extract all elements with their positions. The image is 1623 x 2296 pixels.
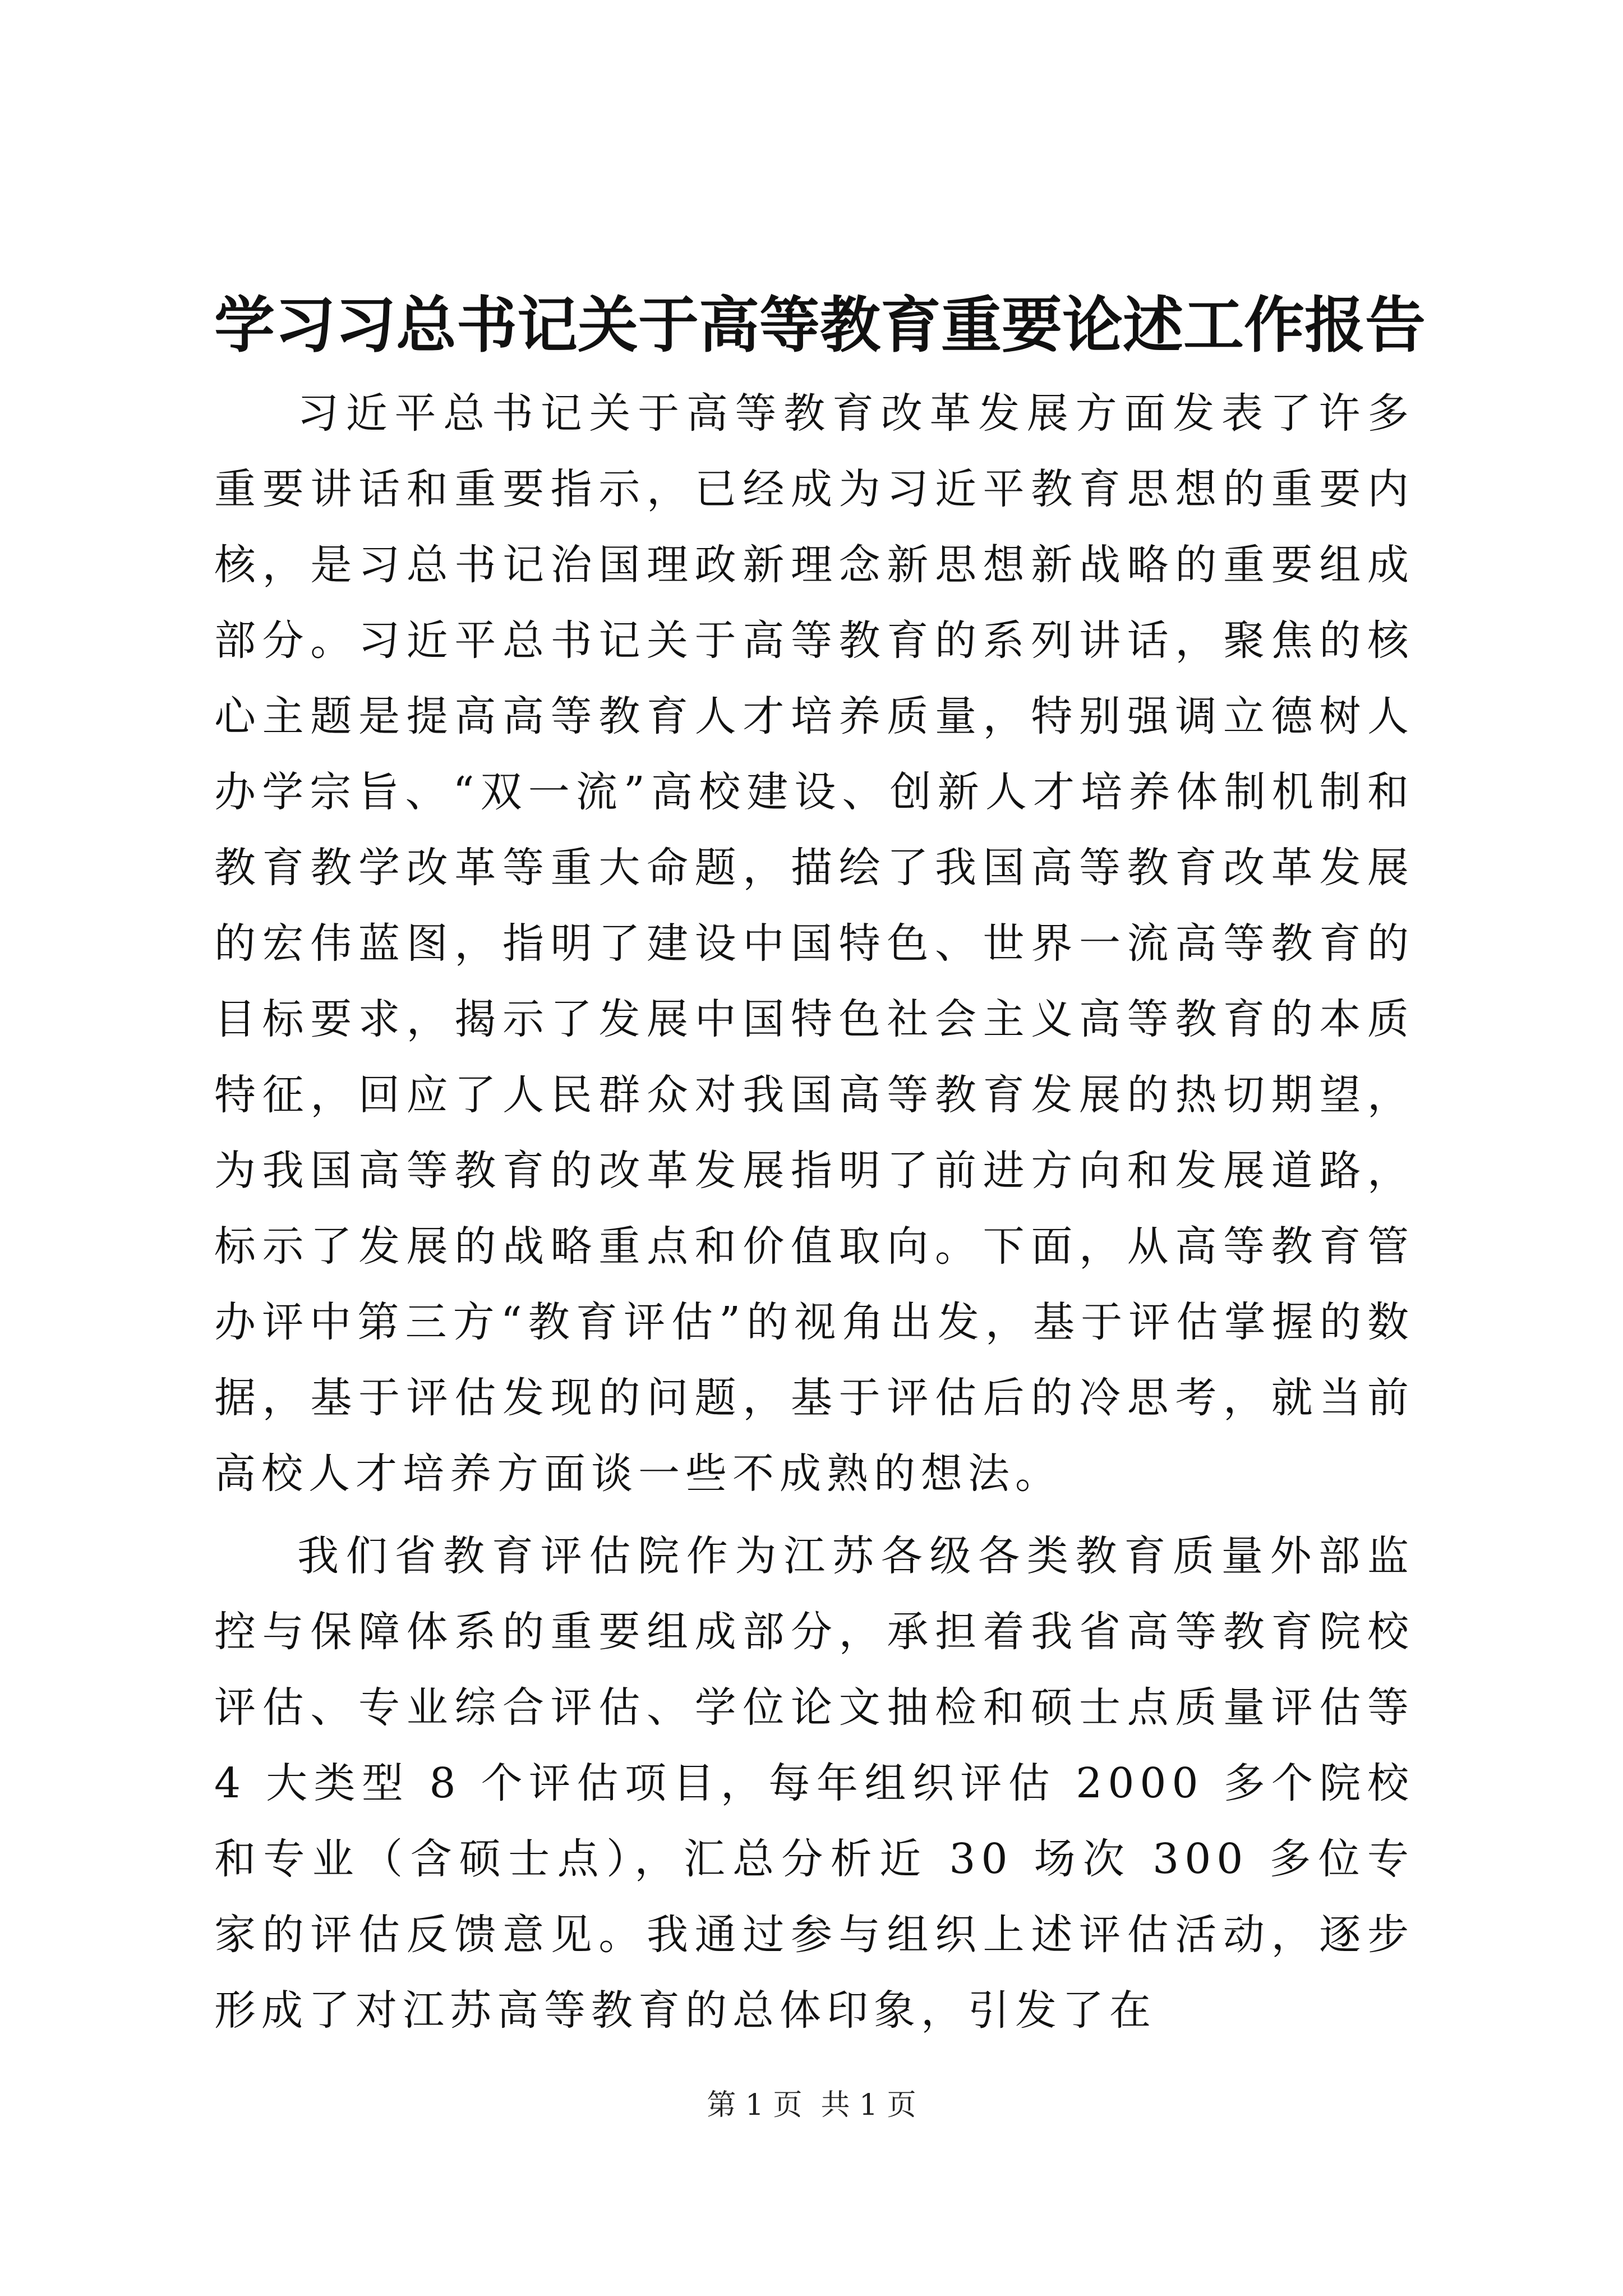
- body-paragraph-2: 我们省教育评估院作为江苏各级各类教育质量外部监控与保障体系的重要组成部分，承担着我省高等教育院校评估、专业综合评估、学位论文抽检和硕士点质量评估等 4 大类型 8 个评估项目，每年组织评估 2000 多个院校和专业（含硕士点），汇总分析近 30 场次 300 多位专家的评估反馈意见。我通过参与组织上述评估活动，逐步形成了对江苏高等教育的总体印象，引发了在: [214, 1532, 1414, 2035]
- body-paragraph-1: 习近平总书记关于高等教育改革发展方面发表了许多重要讲话和重要指示，已经成为习近平教育思想的重要内核，是习总书记治国理政新理念新思想新战略的重要组成部分。习近平总书记关于高等教育的系列讲话，聚焦的核心主题是提高高等教育人才培养质量，特别强调立德树人办学宗旨、“双一流”高校建设、创新人才培养体制机制和教育教学改革等重大命题，描绘了我国高等教育改革发展的宏伟蓝图，指明了建设中国特色、世界一流高等教育的目标要求，揭示了发展中国特色社会主义高等教育的本质特征，回应了人民群众对我国高等教育发展的热切期望，为我国高等教育的改革发展指明了前进方向和发展道路，标示了发展的战略重点和价值取向。下面，从高等教育管办评中第三方“教育评估”的视角出发，基于评估掌握的数据，基于评估发现的问题，基于评估后的冷思考，就当前高校人才培养方面谈一些不成熟的想法。: [214, 389, 1414, 1498]
- document-body: [214, 376, 1414, 2049]
- document-title: 学习习总书记关于高等教育重要论述工作报告: [214, 290, 1426, 361]
- page-number-footer: 第 1 页 共 1 页: [707, 2088, 916, 2122]
